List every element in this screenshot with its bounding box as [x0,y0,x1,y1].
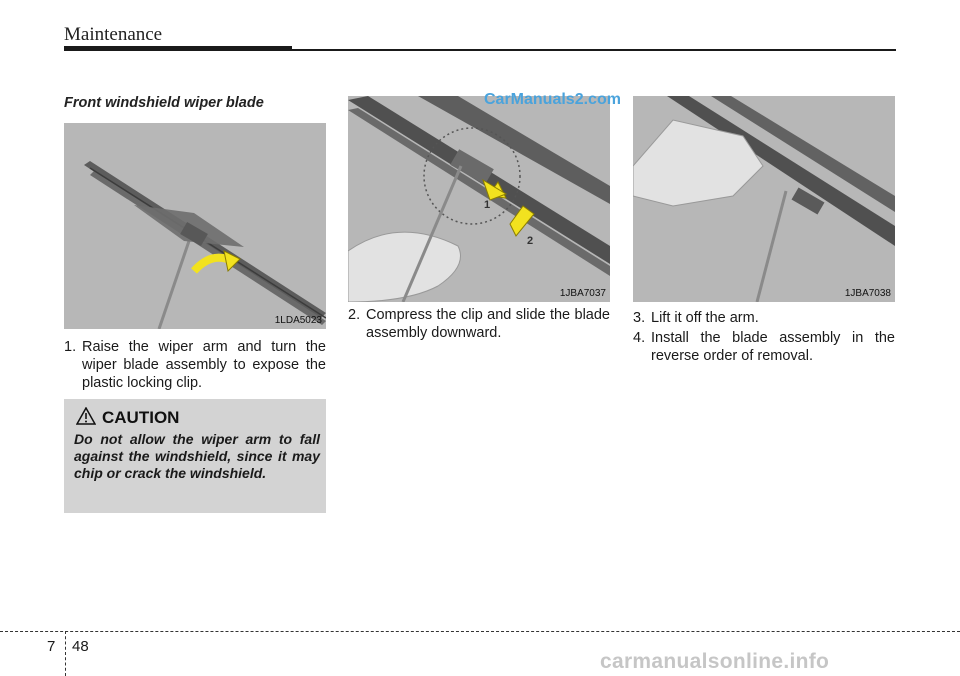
header-section-title: Maintenance [64,24,163,45]
caution-text: Do not allow the wiper arm to fall against the windshield, since it may chip or crack the windshield. [74,431,320,481]
header-rule [292,49,896,51]
footer-watermark: carmanualsonline.info [600,650,830,673]
watermark-text: CarManuals2.com [484,91,621,108]
step-number: 3. [633,310,646,326]
step-text: Install the blade assembly in the reverse order of removal. [651,330,895,364]
step-3 [633,309,895,327]
figure-code: 1LDA5023 [274,315,322,326]
chapter-number: 7 [47,638,56,655]
step-text: Lift it off the arm. [651,310,759,326]
step-number: 2. [348,307,361,323]
wiper-lift-illustration [633,96,895,302]
section-title: Front windshield wiper blade [64,95,264,111]
warning-triangle-icon [76,407,96,425]
step-number: 1. [64,339,77,355]
figure-code: 1JBA7037 [559,288,606,299]
callout-2: 2 [527,235,534,247]
step-4 [633,329,895,365]
step-text: Raise the wiper arm and turn the wiper blade assembly to expose the plastic locking clip. [82,339,326,391]
footer-divider [65,631,66,676]
caution-label: CAUTION [102,408,180,427]
header-bar [64,46,292,51]
caution-heading [76,407,179,428]
callout-1: 1 [484,199,491,211]
figure-raise-wiper [64,123,326,329]
figure-compress-clip [348,96,610,302]
page-number: 48 [72,638,89,655]
step-text: Compress the clip and slide the blade assembly downward. [366,307,610,341]
caution-box [64,399,326,513]
step-number: 4. [633,330,646,346]
figure-lift-off [633,96,895,302]
figure-code: 1JBA7038 [844,288,891,299]
step-1 [64,338,326,392]
wiper-raise-illustration [64,123,326,329]
step-2 [348,306,610,342]
wiper-clip-illustration [348,96,610,302]
footer-rule [0,631,960,632]
